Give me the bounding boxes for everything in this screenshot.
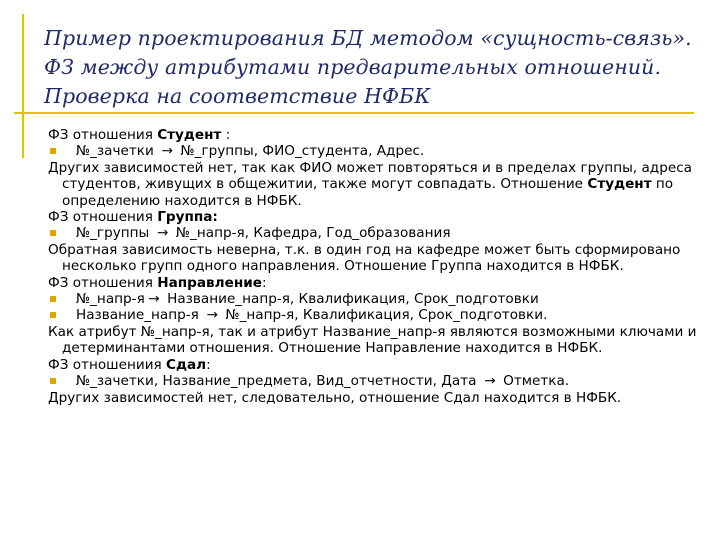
right-arrow-icon: →: [484, 373, 496, 390]
relation-name-direction: Направление: [157, 274, 262, 291]
slide-title: [44, 24, 704, 111]
square-bullet-icon: [50, 230, 56, 236]
right-arrow-icon: →: [148, 291, 160, 308]
accent-horizontal-line: [14, 112, 694, 114]
sdal-explanation: Других зависимостей нет, следовательно, отношение Сдал находится в НФБК.: [48, 389, 622, 406]
accent-vertical-line: [22, 14, 24, 158]
square-bullet-icon: [50, 296, 56, 302]
square-bullet-icon: [50, 148, 56, 154]
title-line-1: Пример проектирования БД методом «сущность-связь».: [44, 26, 692, 50]
title-line-3: Проверка на соответствие НФБК: [44, 84, 431, 108]
dependency-item-group: №_группы → №_напр-я, Кафедра, Год_образования: [48, 225, 708, 241]
fz-sdal-heading: ФЗ отношениия Сдал:: [48, 356, 211, 373]
right-arrow-icon: →: [161, 143, 173, 160]
square-bullet-icon: [50, 312, 56, 318]
group-explanation: Обратная зависимость неверна, т.к. в один год на кафедре может быть сформировано несколько групп одного направления. Отношение Группа находится в НФБК.: [48, 241, 681, 275]
dependency-item-student: №_зачетки → №_группы, ФИО_студента, Адрес.: [48, 143, 708, 159]
title-line-2: ФЗ между атрибутами предварительных отношений.: [44, 55, 662, 79]
right-arrow-icon: →: [156, 225, 169, 242]
dependency-item-direction-2: Название_напр-я → №_напр-я, Квалификация, Срок_подготовки.: [48, 307, 708, 323]
fz-direction-heading: ФЗ отношения Направление:: [48, 274, 267, 291]
relation-name-sdal: Сдал: [166, 356, 207, 373]
fz-group-heading: ФЗ отношения Группа:: [48, 209, 218, 226]
relation-name-student: Студент: [157, 127, 222, 143]
student-explanation: Других зависимостей нет, так как ФИО может повторяться и в пределах группы, адреса студентов, живущих в общежитии, также могут совпадать. Отношение Студент по определению находится в НФБК.: [48, 159, 692, 209]
direction-explanation: Как атрибут №_напр-я, так и атрибут Название_напр-я являются возможными ключами и детерминантами отношения. Отношение Направление находится в НФБК.: [48, 323, 697, 357]
fz-student-heading: ФЗ отношения Студент :: [48, 127, 231, 143]
dependency-item-direction-1: №_напр-я → Название_напр-я, Квалификация, Срок_подготовки: [48, 291, 708, 307]
square-bullet-icon: [50, 378, 56, 384]
slide-body: [48, 127, 708, 406]
dependency-item-sdal: №_зачетки, Название_предмета, Вид_отчетности, Дата → Отметка.: [48, 373, 708, 389]
right-arrow-icon: →: [206, 307, 218, 324]
relation-name-group: Группа:: [157, 209, 218, 226]
